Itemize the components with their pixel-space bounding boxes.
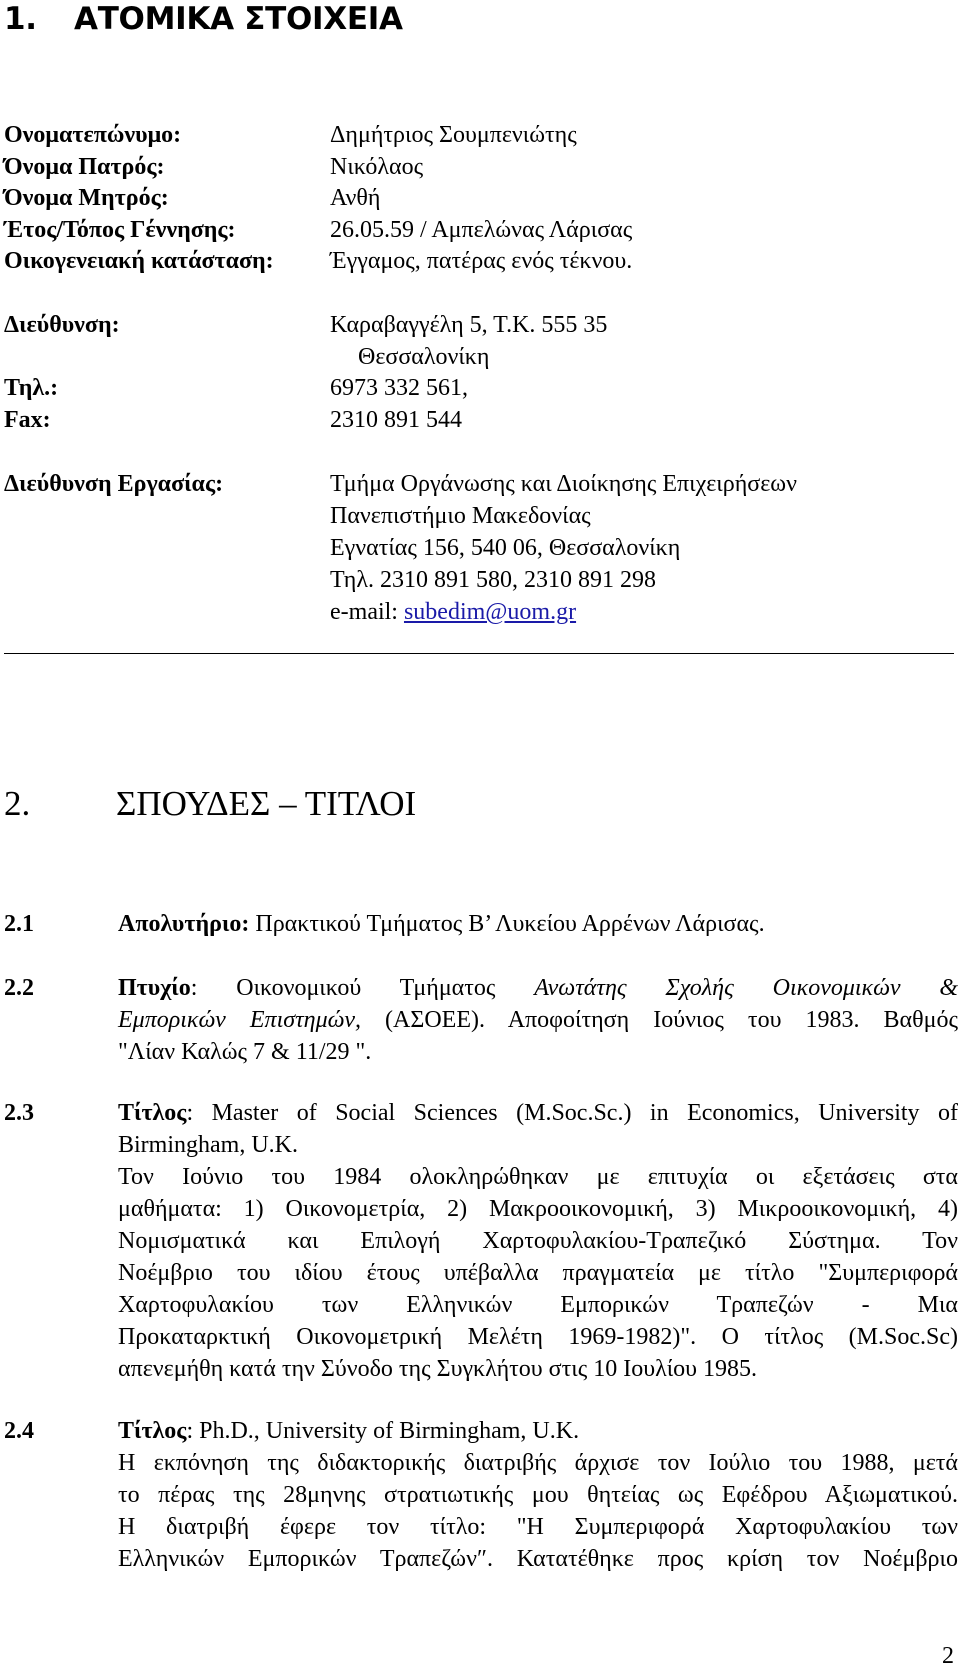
item-text: Η εκπόνηση της διδακτορικής διατριβής άρχισε τον Ιούλιο του 1988, μετά	[118, 1450, 958, 1476]
section-2-title: ΣΠΟΥΔΕΣ – ΤΙΤΛΟΙ	[116, 784, 417, 823]
item-2-1	[118, 908, 958, 940]
email-link[interactable]: subedim@uom.gr	[403, 599, 577, 625]
item-text: Πρακτικού Τμήματος Β’ Λυκείου Αρρένων Λάρισας.	[249, 911, 765, 937]
item-text: : Master of Social Sciences (M.Soc.Sc.) in Economics, University of	[186, 1100, 958, 1126]
item-text: μαθήματα: 1) Οικονομετρία, 2) Μακροοικονομική, 3) Μικροοικονομική, 4)	[118, 1196, 958, 1222]
item-2-3	[118, 1097, 958, 1385]
item-text: Η διατριβή έφερε τον τίτλο: "Η Συμπεριφορά Χαρτοφυλακίου των	[118, 1514, 958, 1540]
section-1-number: 1.	[4, 1, 37, 37]
item-text: Τον Ιούνιο του 1984 ολοκληρώθηκαν με επιτυχία οι εξετάσεις στα	[118, 1164, 958, 1190]
work-address-line: Πανεπιστήμιο Μακεδονίας	[330, 503, 591, 529]
item-text: Ελληνικών Εμπορικών Τραπεζών″. Κατατέθηκε προς κρίση τον Νοέμβριο	[118, 1546, 958, 1572]
field-value: Δημήτριος Σουμπενιώτης	[330, 122, 577, 148]
item-2-2	[118, 972, 958, 1068]
item-text: (ΑΣΟΕΕ). Αποφοίτηση Ιούνιος του 1983. Βαθμός	[361, 1007, 959, 1033]
item-text-italic: Εμπορικών Επιστημών,	[118, 1007, 362, 1033]
field-value: 6973 332 561,	[330, 375, 468, 401]
field-label: Ονοματεπώνυμο:	[4, 122, 182, 148]
field-value: Νικόλαος	[330, 154, 424, 180]
email-prefix: e-mail:	[330, 599, 404, 625]
field-label: Διεύθυνση Εργασίας:	[4, 471, 224, 497]
item-text: Χαρτοφυλακίου των Ελληνικών Εμπορικών Τραπεζών - Μια	[118, 1292, 958, 1318]
work-address-line: Τμήμα Οργάνωσης και Διοίκησης Επιχειρήσεων	[330, 471, 797, 497]
item-text: : Οικονομικού Τμήματος	[190, 975, 535, 1001]
email-line	[330, 596, 576, 628]
item-2-4-number: 2.4	[4, 1418, 34, 1444]
field-label: Οικογενειακή κατάσταση:	[4, 248, 274, 274]
item-text: απενεμήθη κατά την Σύνοδο της Συγκλήτου στις 10 Ιουλίου 1985.	[118, 1356, 758, 1382]
item-text: Νομισματικά και Επιλογή Χαρτοφυλακίου-Τραπεζικό Σύστημα. Τον	[118, 1228, 958, 1254]
work-address-line: Εγνατίας 156, 540 06, Θεσσαλονίκη	[330, 535, 681, 561]
item-text: Birmingham, U.K.	[118, 1132, 298, 1158]
field-value: 26.05.59 / Αμπελώνας Λάρισας	[330, 217, 633, 243]
item-text: το πέρας της 28μηνης στρατιωτικής μου θητείας ως Εφέδρου Αξιωματικού.	[118, 1482, 958, 1508]
field-label: Fax:	[4, 407, 51, 433]
section-1-heading	[4, 0, 403, 38]
item-label: Τίτλος	[118, 1100, 187, 1126]
item-text: : Ph.D., University of Birmingham, U.K.	[186, 1418, 580, 1444]
section-1-title: ΑΤΟΜΙΚΑ ΣΤΟΙΧΕΙΑ	[74, 1, 403, 37]
section-2-number: 2.	[4, 784, 31, 823]
item-2-3-number: 2.3	[4, 1100, 34, 1126]
item-2-1-number: 2.1	[4, 911, 34, 937]
item-2-2-number: 2.2	[4, 975, 34, 1001]
field-value: Έγγαμος, πατέρας ενός τέκνου.	[330, 248, 633, 274]
field-value: 2310 891 544	[330, 407, 462, 433]
item-label: Απολυτήριο:	[118, 911, 250, 937]
address-line-2: Θεσσαλονίκη	[358, 344, 490, 370]
section-divider	[4, 653, 954, 654]
field-label: Έτος/Τόπος Γέννησης:	[4, 217, 236, 243]
field-label: Τηλ.:	[4, 375, 59, 401]
work-address-line: Τηλ. 2310 891 580, 2310 891 298	[330, 567, 656, 593]
address-line-1: Καραβαγγέλη 5, Τ.Κ. 555 35	[330, 312, 608, 338]
section-2-heading	[4, 783, 416, 825]
field-label: Διεύθυνση:	[4, 312, 120, 338]
field-label: Όνομα Πατρός:	[4, 154, 165, 180]
field-value: Ανθή	[330, 185, 381, 211]
page-number: 2	[942, 1643, 954, 1669]
field-label: Όνομα Μητρός:	[4, 185, 169, 211]
item-text-italic: Ανωτάτης Σχολής Οικονομικών &	[534, 975, 958, 1001]
item-label: Πτυχίο	[118, 975, 191, 1001]
item-text: Νοέμβριο του ιδίου έτους υπέβαλλα πραγματεία με τίτλο "Συμπεριφορά	[118, 1260, 958, 1286]
item-label: Τίτλος	[118, 1418, 187, 1444]
item-2-4	[118, 1415, 958, 1575]
item-text: "Λίαν Καλώς 7 & 11/29 ".	[118, 1039, 372, 1065]
item-text: Προκαταρκτική Οικονομετρική Μελέτη 1969-1982)". Ο τίτλος (M.Soc.Sc)	[118, 1324, 958, 1350]
